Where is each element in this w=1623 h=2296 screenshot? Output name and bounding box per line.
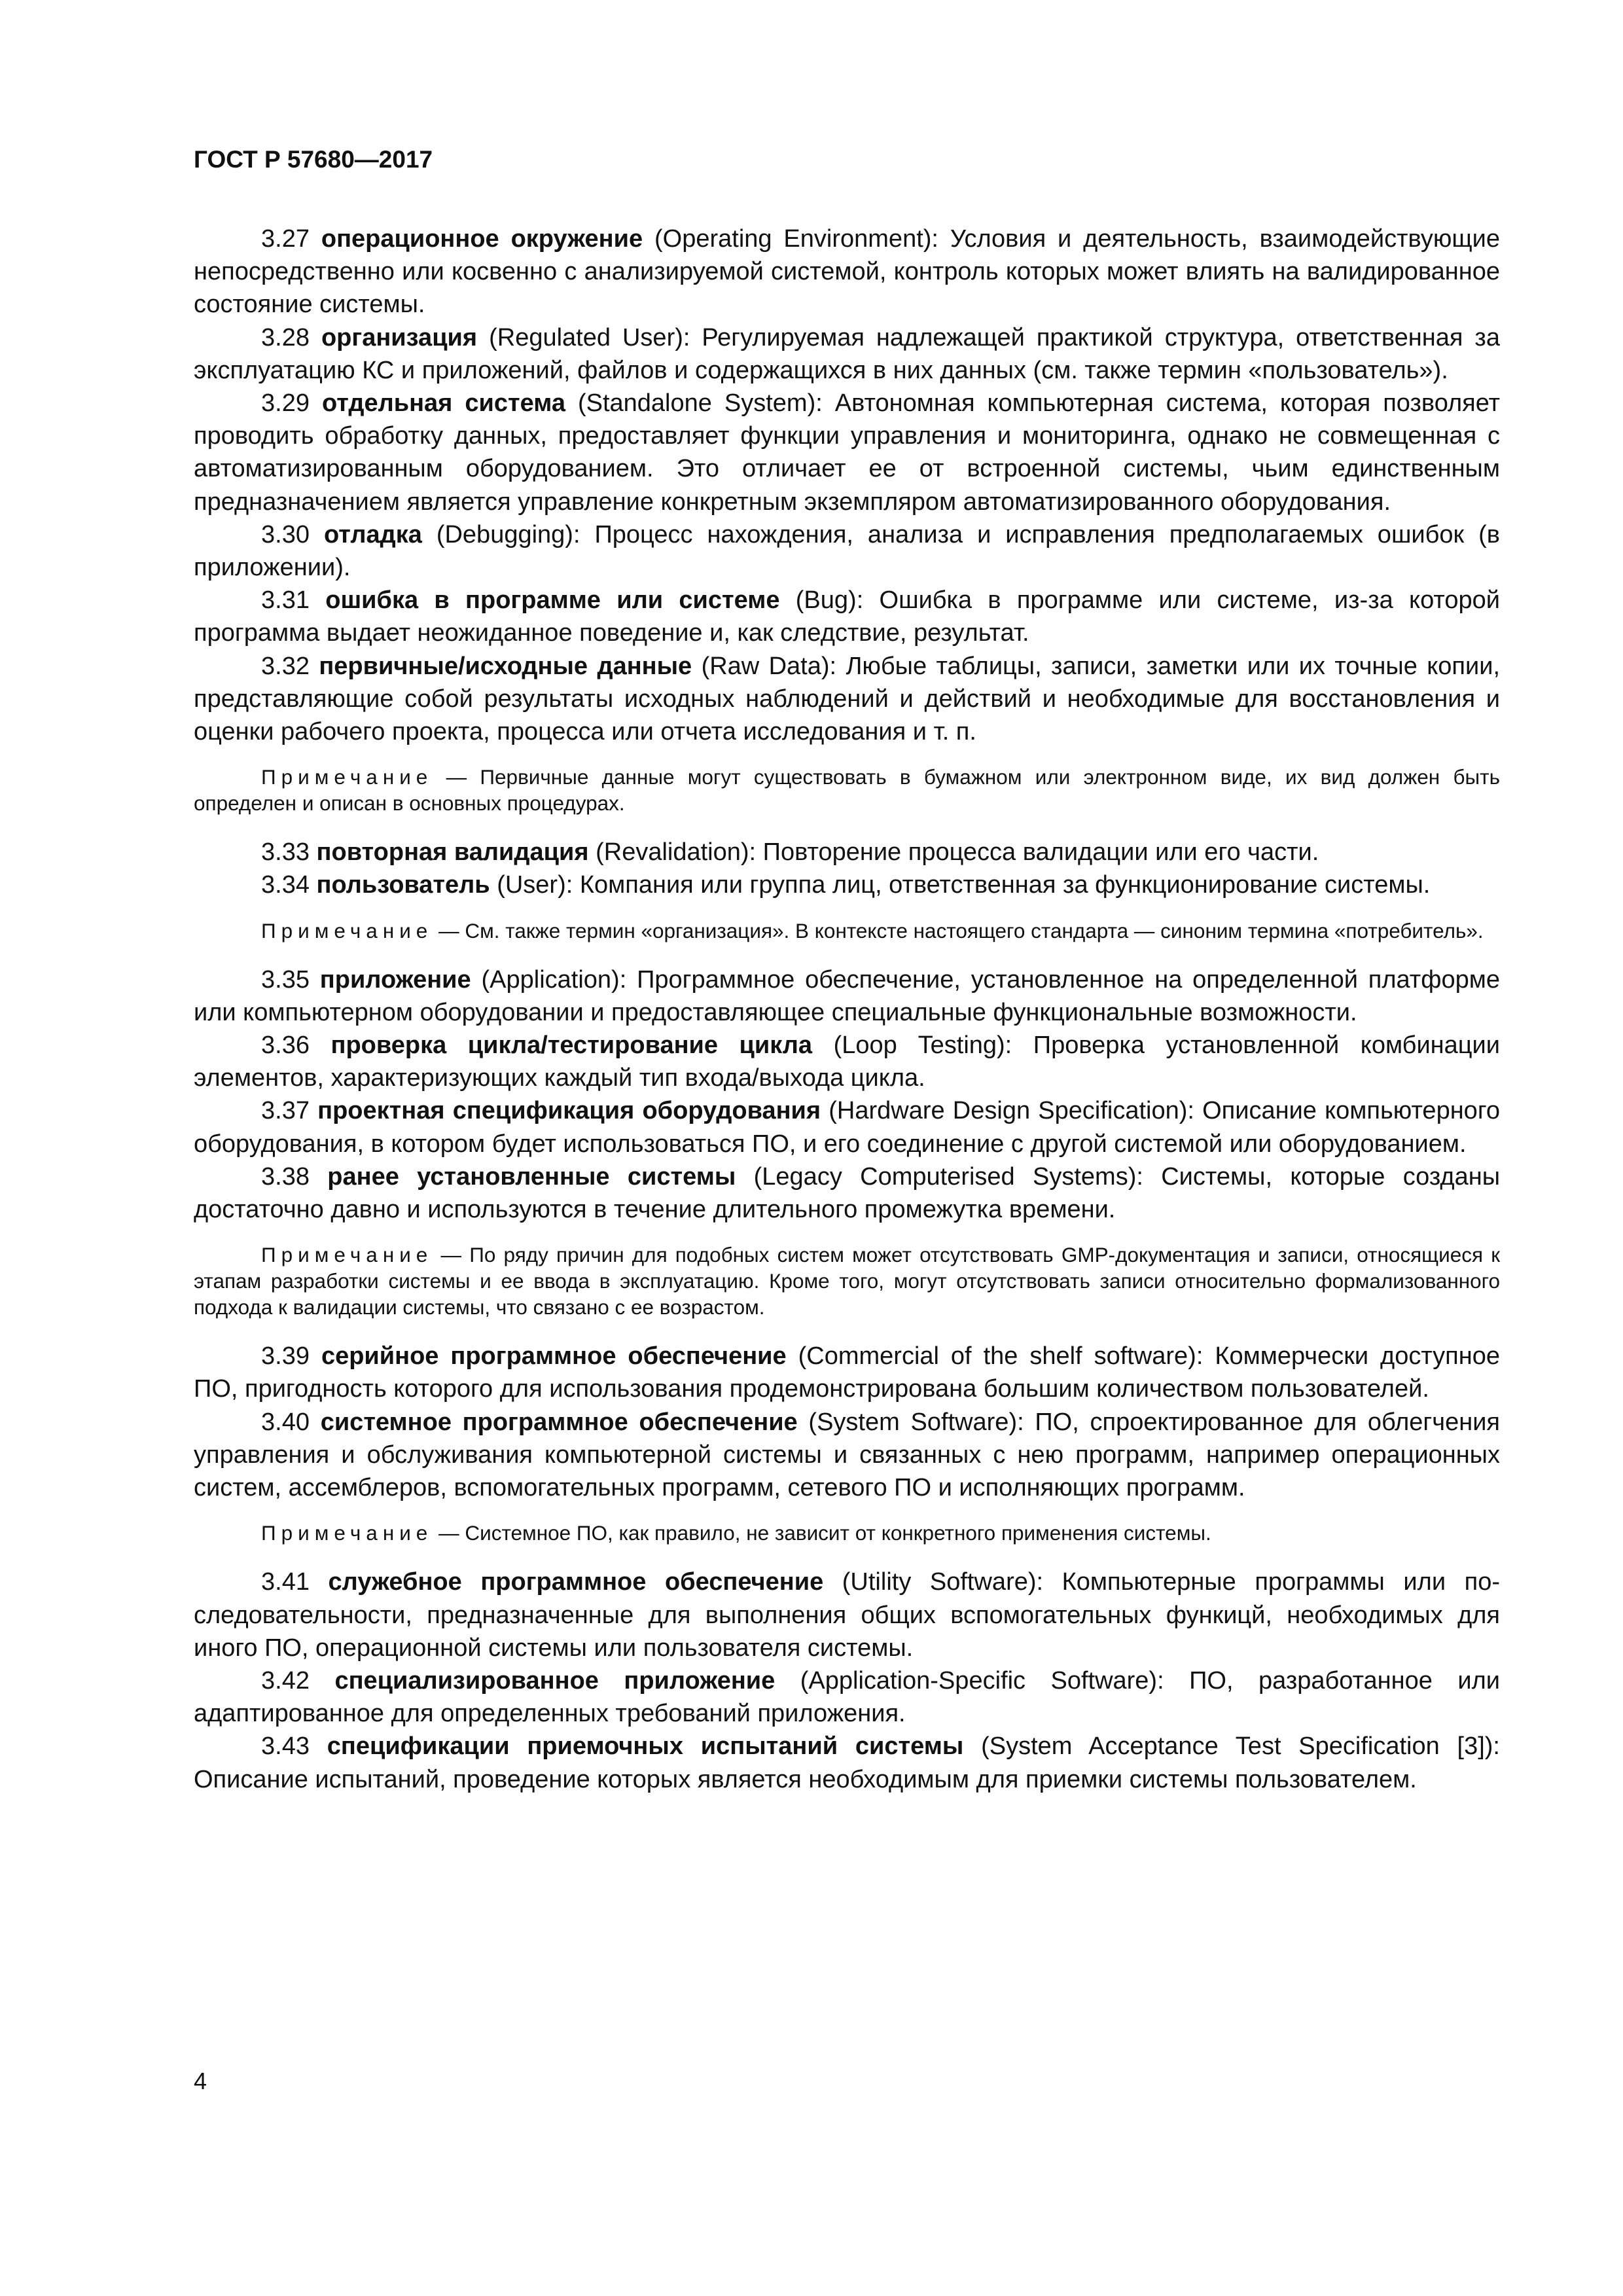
term-entry xyxy=(194,1664,1500,1730)
term-number: 3.31 xyxy=(261,586,310,615)
term-entry xyxy=(194,869,1500,901)
term-entry xyxy=(194,650,1500,749)
term-number: 3.41 xyxy=(261,1568,310,1596)
note-text: — Первичные данные могут существовать в бумажном или электронном виде, их вид должен быть определен и описан в основных процедурах. xyxy=(194,765,1500,816)
term-number: 3.42 xyxy=(261,1666,310,1695)
term-definition: (Operating Environment): Условия и деятельность, взаимодействующие непосредственно или косвенно с анализируемой системой, контроль которых может влиять на валидированное состояние системы. xyxy=(194,225,1500,319)
term-entry xyxy=(194,1730,1500,1795)
term-entry xyxy=(194,387,1500,518)
term-number: 3.33 xyxy=(261,838,310,867)
term-definition: (Loop Testing): Проверка установленной комбинации элементов, характеризующих каждый тип входа/выхода цикла. xyxy=(194,1031,1501,1092)
term-entry xyxy=(194,223,1500,321)
term-definition: (Revalidation): Повторение процесса валидации или его части. xyxy=(596,838,1319,867)
term-entry xyxy=(194,584,1500,649)
term-definition: (Commercial of the shelf software): Коммерчески доступное ПО, пригодность которого для использования продемонстрирована большим количеством пользователей. xyxy=(194,1342,1501,1403)
term-number: 3.35 xyxy=(261,965,310,994)
term-entry xyxy=(194,1406,1500,1505)
term-entry xyxy=(194,1160,1500,1226)
note xyxy=(194,764,1500,816)
term-number: 3.34 xyxy=(261,871,310,899)
term-definition: (System Acceptance Test Specification [3]): Описание испытаний, проведение которых является необходимым для приемки системы пользователем. xyxy=(194,1732,1500,1793)
term-definition: (Regulated User): Регулируемая надлежащей практикой структура, ответственная за эксплуатацию КС и приложений, файлов и содержащихся в них данных (см. также термин «пользователь»). xyxy=(194,323,1500,384)
term-name: спецификации приемочных испытаний системы xyxy=(327,1732,964,1761)
term-number: 3.28 xyxy=(261,323,310,351)
note-text: — По ряду причин для подобных систем может отсутствовать GMP-документация и записи, относящиеся к этапам разработки системы и ее ввода в эксплуатацию. Кроме того, могут отсутствовать записи относительно формализованного подхода к валидации системы, что связано с ее возрастом. xyxy=(194,1243,1500,1319)
term-name: пользователь xyxy=(316,871,490,899)
term-name: отладка xyxy=(323,520,422,548)
note-label: Примечание xyxy=(261,1521,433,1545)
term-entry xyxy=(194,1340,1500,1405)
term-name: серийное программное обеспечение xyxy=(321,1342,787,1371)
page-number: 4 xyxy=(194,2068,207,2094)
note-label: Примечание xyxy=(261,1243,433,1267)
term-definition: (Application-Specific Software): ПО, разработанное или адаптированное для определенных требований приложения. xyxy=(194,1666,1501,1728)
term-definition: (System Software): ПО, спроектированное для облегчения управления и обслуживания компьютерной системы и связанных с нею программ, например операционных систем, ассемблеров, вспомогательных программ, сетевого ПО и исполняющих программ. xyxy=(194,1408,1500,1502)
note-label: Примечание xyxy=(261,918,433,942)
term-entry xyxy=(194,963,1500,1029)
term-number: 3.29 xyxy=(261,389,310,418)
term-name: первичные/исходные данные xyxy=(319,652,692,680)
term-number: 3.38 xyxy=(261,1162,310,1191)
term-definition: (User): Компания или группа лиц, ответственная за функционирование системы. xyxy=(497,871,1431,899)
term-definition: (Hardware Design Specification): Описание компьютерного оборудования, в котором будет использоваться ПО, и его соединение с другой системой или оборудованием. xyxy=(194,1097,1500,1158)
term-number: 3.27 xyxy=(261,225,310,253)
note xyxy=(194,918,1500,944)
term-definition: (Application): Программное обеспечение, установленное на определенной платформе или компьютерном оборудовании и предоставляющее специальные функциональные возможности. xyxy=(194,965,1501,1026)
term-name: операционное окружение xyxy=(321,225,643,253)
note xyxy=(194,1520,1500,1546)
term-name: специализированное приложение xyxy=(334,1666,776,1695)
note-text: — См. также термин «организация». В контексте настоящего стандарта — синоним термина «потребитель». xyxy=(438,918,1484,942)
term-name: отдельная система xyxy=(321,389,565,418)
term-name: повторная валидация xyxy=(316,838,589,867)
term-definition: (Debugging): Процесс нахождения, анализа и исправления предполагаемых ошибок (в приложении). xyxy=(194,520,1500,582)
term-definition: (Raw Data): Любые таблицы, записи, заметки или их точные копии, представляющие собой результаты исходных наблюдений и действий и необходимые для восстановления и оценки рабочего проекта, процесса или отчета исследования и т. п. xyxy=(194,652,1500,746)
term-name: системное программное обеспечение xyxy=(320,1408,798,1436)
term-number: 3.40 xyxy=(261,1408,310,1436)
term-name: организация xyxy=(321,323,478,351)
note-label: Примечание xyxy=(261,765,433,789)
term-number: 3.37 xyxy=(261,1097,310,1125)
document-page xyxy=(194,145,1500,1796)
term-entry xyxy=(194,1094,1500,1160)
document-body xyxy=(194,223,1500,1796)
term-number: 3.39 xyxy=(261,1342,310,1371)
term-name: ранее установленные системы xyxy=(327,1162,736,1191)
note-text: — Системное ПО, как правило, не зависит от конкретного применения системы. xyxy=(438,1521,1211,1545)
term-entry xyxy=(194,518,1500,584)
term-entry xyxy=(194,321,1500,387)
term-entry xyxy=(194,836,1500,869)
term-definition: (Bug): Ошибка в программе или системе, из-за которой программа выдает неожиданное поведение и, как следствие, результат. xyxy=(194,586,1500,647)
standard-header: ГОСТ Р 57680—2017 xyxy=(194,146,433,173)
note xyxy=(194,1242,1500,1320)
term-name: приложение xyxy=(319,965,471,994)
term-entry xyxy=(194,1029,1500,1094)
term-definition: (Standalone System): Автономная компьютерная система, которая позволяет проводить обработку данных, предоставляет функции управления и мониторинга, однако не совмещенная с автоматизированным оборудованием. Это отличает ее от встроенной системы, чьим единственным предназначением является управление конкретным экземпляром автоматизированного оборудования. xyxy=(194,389,1501,516)
term-number: 3.43 xyxy=(261,1732,310,1761)
term-entry xyxy=(194,1566,1500,1664)
term-number: 3.30 xyxy=(261,520,310,548)
term-definition: (Utility Software): Компьютерные программы или последовательности, предназначенные для выполнения общих вспомогательных функицй, необходимых для иного ПО, операционной системы или пользователя системы. xyxy=(194,1568,1500,1662)
term-name: проверка цикла/тестирование цикла xyxy=(330,1031,813,1060)
term-number: 3.36 xyxy=(261,1031,310,1060)
term-name: проектная спецификация оборудования xyxy=(317,1097,821,1125)
term-name: ошибка в программе или системе xyxy=(325,586,780,615)
term-definition: (Legacy Computerised Systems): Системы, которые созданы достаточно давно и используются в течение длительного промежутка времени. xyxy=(194,1162,1501,1224)
term-name: служебное программное обеспечение xyxy=(328,1568,824,1596)
term-number: 3.32 xyxy=(261,652,310,680)
